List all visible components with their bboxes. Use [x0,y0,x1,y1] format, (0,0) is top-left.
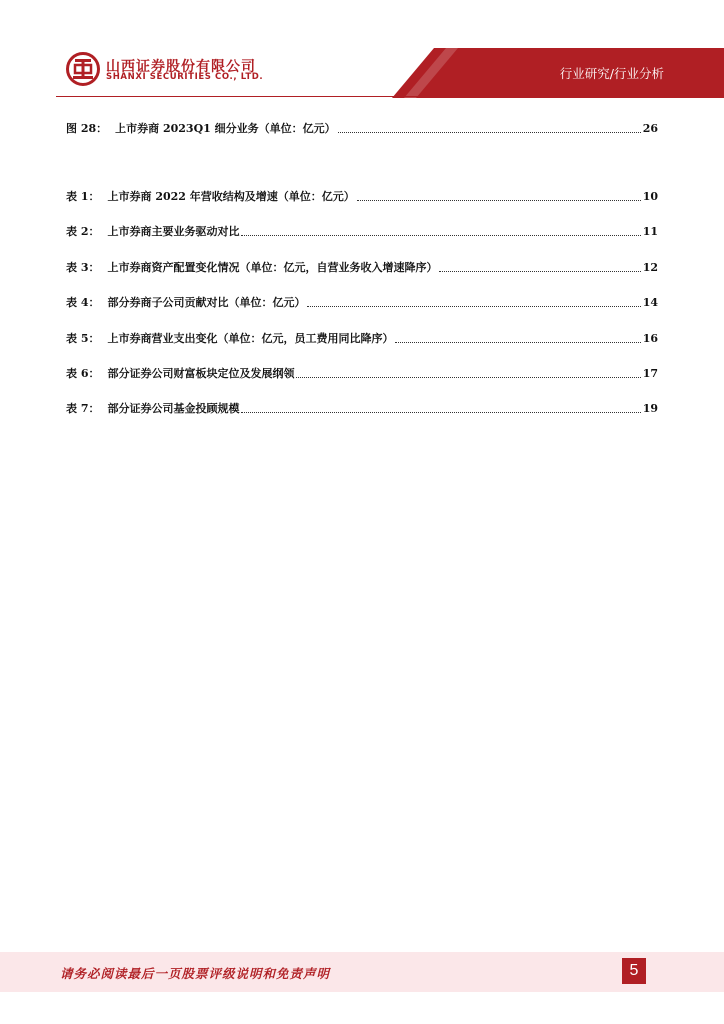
toc-entry-page: 19 [642,402,658,415]
toc-entry-label: 表 6： [66,367,100,380]
toc-entry-table-3[interactable] [66,257,658,275]
toc-dot-leader [241,235,640,236]
toc-entry-label: 表 2： [66,225,100,238]
toc-entry-table-5[interactable] [66,328,658,346]
toc-entry-label: 表 1： [66,190,100,203]
toc-entry-title: 上市券商资产配置变化情况（单位：亿元，自营业务收入增速降序） [107,261,438,274]
toc-entry-figure-28[interactable] [66,118,658,136]
toc-entry-table-1[interactable] [66,186,658,204]
toc-dot-leader [439,271,640,272]
toc-entry-page: 11 [642,225,658,238]
company-name-en: SHANXI SECURITIES CO., LTD. [106,72,264,82]
shanxi-securities-logo-icon [66,52,100,86]
toc-entry-title: 上市券商 2023Q1 细分业务（单位：亿元） [115,122,336,135]
toc-dot-leader [357,200,641,201]
toc-entry-label: 表 7： [66,402,100,415]
toc-entry-page: 10 [642,190,658,203]
disclaimer-notice: 请务必阅读最后一页股票评级说明和免责声明 [60,966,331,981]
toc-dot-leader [338,132,641,133]
toc-entry-title: 上市券商主要业务驱动对比 [107,225,240,238]
toc-entry-title: 部分券商子公司贡献对比（单位：亿元） [107,296,306,309]
toc-entry-table-7[interactable] [66,398,658,416]
toc-entry-title: 部分证券公司财富板块定位及发展纲领 [107,367,295,380]
header-divider [56,96,724,97]
toc-entry-table-2[interactable] [66,221,658,239]
toc-entry-label: 表 5： [66,332,100,345]
toc-entry-page: 16 [642,332,658,345]
toc-entry-label: 表 3： [66,261,100,274]
toc-dot-leader [395,342,640,343]
toc-entry-table-6[interactable] [66,363,658,381]
toc-entry-table-4[interactable] [66,292,658,310]
report-category-label: 行业研究/行业分析 [559,66,664,81]
toc-dot-leader [307,306,640,307]
page-header [0,0,724,100]
page-number: 5 [622,958,646,984]
toc-entry-page: 26 [642,122,658,135]
toc-entry-label: 图 28： [66,122,108,135]
toc-entry-title: 部分证券公司基金投顾规模 [107,402,240,415]
toc-entry-page: 12 [642,261,658,274]
toc-dot-leader [296,377,640,378]
company-name-cn: 山西证券股份有限公司 [106,59,256,75]
toc-entry-page: 17 [642,367,658,380]
toc-dot-leader [241,412,640,413]
toc-entry-label: 表 4： [66,296,100,309]
toc-entry-title: 上市券商营业支出变化（单位：亿元，员工费用同比降序） [107,332,394,345]
toc-entry-page: 14 [642,296,658,309]
toc-entry-title: 上市券商 2022 年营收结构及增速（单位：亿元） [107,190,355,203]
